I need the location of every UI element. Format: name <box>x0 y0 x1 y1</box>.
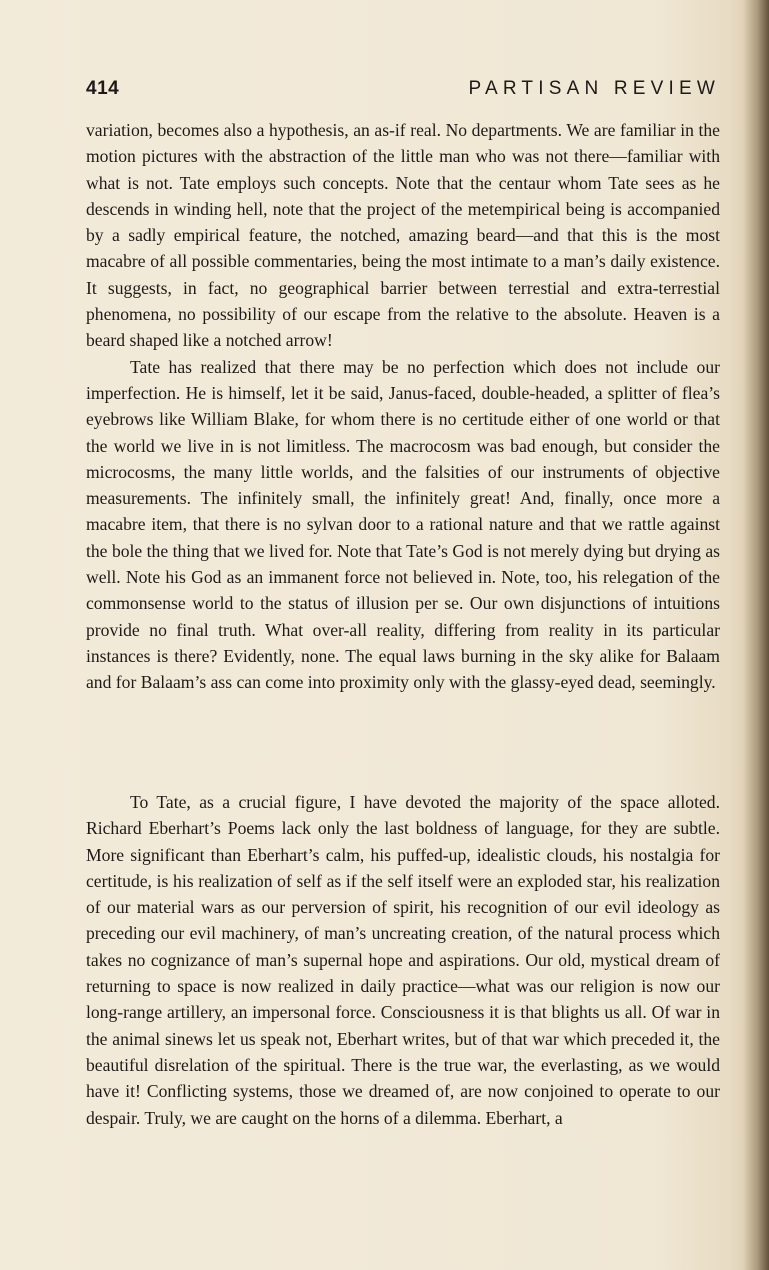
running-head: PARTISAN REVIEW <box>468 78 720 99</box>
paragraph-eberhart: To Tate, as a crucial figure, I have devoted the majority of the space alloted. Richard Eberhart’s Poems lack only the last boldness of language, for they are subtle. More significant than Eberhart’s calm, his puffed-up, idealistic clouds, his nostalgia for certitude, is his realization of self as if the self itself were an exploded star, his realization of our material wars as our perversion of spirit, his recognition of our evil ideology as preceding our evil machinery, of man’s uncreating creation, of the natural process which takes no cognizance of man’s supernal hope and aspirations. Our old, mystical dream of returning to space is now realized in daily practice—what was our religion is now our long-range artillery, an impersonal force. Consciousness it is that blights us all. Of war in the animal sinews let us speak not, Eberhart writes, but of that war which preceded it, the beautiful disrelation of the spiritual. There is the true war, the everlasting, as we would have it! Conflicting systems, those we dreamed of, are now conjoined to operate to our despair. Truly, we are caught on the horns of a dilemma. Eberhart, a <box>86 792 720 1128</box>
paragraph-tate: Tate has realized that there may be no perfection which does not include our imperfection. He is himself, let it be said, Janus-faced, double-headed, a splitter of flea’s eyebrows like William Blake, for whom there is no certitude either of one world or that the world we live in is not limitless. The macrocosm was bad enough, but consider the microcosms, the many little worlds, and the falsities of our instruments of objective measurements. The infinitely small, the infinitely great! And, finally, once more a macabre item, that there is no sylvan door to a rational nature and that we rattle against the bole the thing that we lived for. Note that Tate’s God is not merely dying but drying as well. Note his God as an immanent force not believed in. Note, too, his relegation of the commonsense world to the status of illusion per se. Our own disjunctions of intuitions provide no final truth. What over-all reality, differing from reality in its particular instances is there? Evidently, none. The equal laws burning in the sky alike for Balaam and for Balaam’s ass can come into proximity only with the glassy-eyed dead, seemingly. <box>86 356 720 693</box>
binding-edge-shadow <box>743 0 769 1270</box>
page-number: 414 <box>86 78 120 99</box>
text-block-eberhart <box>86 789 720 1131</box>
page-header <box>86 78 720 102</box>
text-block-continued <box>86 117 720 696</box>
paragraph-continued: variation, becomes also a hypothesis, an as-if real. No departments. We are familiar in the motion pictures with the abstraction of the little man who was not there—familiar with what is not. Tate employs such concepts. Note that the centaur whom Tate sees as he descends in winding hell, note that the project of the metempirical being is accompanied by a sadly empirical feature, the notched, amazing beard—and that this is the most macabre of all possible commentaries, being the most intimate to a man’s daily existence. It suggests, in fact, no geographical barrier between terrestial and extra-terrestial phenomena, no possibility of our escape from the relative to the absolute. Heaven is a beard shaped like a notched arrow! <box>86 120 720 351</box>
